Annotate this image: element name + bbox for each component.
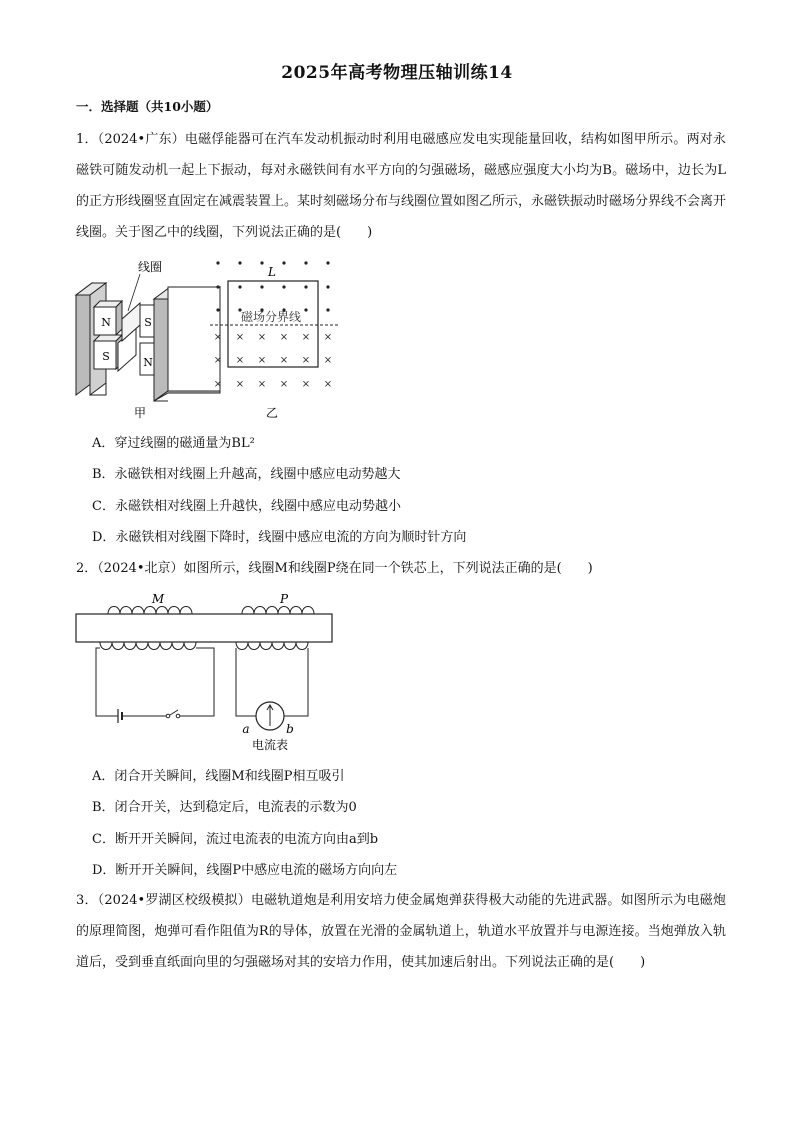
question-2-text: 2．（2024•北京）如图所示，线圈M和线圈P绕在同一个铁芯上，下列说法正确的是( ) (76, 561, 593, 576)
svg-text:×: × (323, 379, 333, 390)
coil-p-label: P (279, 592, 289, 606)
question-1-figure (70, 255, 350, 425)
svg-text:×: × (213, 355, 223, 366)
boundary-label: 磁场分界线 (240, 310, 302, 324)
svg-text:×: × (323, 355, 333, 366)
svg-text:×: × (323, 332, 333, 343)
svg-text:×: × (257, 379, 267, 390)
side-length-label: L (268, 265, 276, 279)
question-1-option-d: D．永磁铁相对线圈下降时，线圈中感应电流的方向为顺时针方向 (92, 530, 467, 545)
svg-text:×: × (279, 355, 289, 366)
question-1-text: 1．（2024•广东）电磁俘能器可在汽车发动机振动时利用电磁感应发电实现能量回收，结构如图甲所示。两对永磁铁可随发动机一起上下振动，每对永磁铁间有水平方向的匀强磁场，磁感应强度大小均为B。磁场中，边长为L的正方形线圈竖直固定在减震装置上。某时刻磁场分布与线圈位置如图乙所示，永磁铁振动时磁场分界线不会离开线圈。关于图乙中的线圈，下列说法正确的是( ) (76, 132, 727, 240)
svg-text:×: × (301, 379, 311, 390)
question-1-option-a: A．穿过线圈的磁通量为BL² (92, 436, 255, 451)
section-heading: 一．选择题（共10小题） (76, 99, 219, 114)
question-2-option-a: A．闭合开关瞬间，线圈M和线圈P相互吸引 (92, 769, 345, 784)
terminal-b-label: b (286, 722, 294, 736)
svg-text:×: × (213, 332, 223, 343)
page-title: 2025年高考物理压轴训练14 (281, 63, 513, 83)
magnet-n-top: N (101, 316, 111, 329)
question-2-option-b: B．闭合开关，达到稳定后，电流表的示数为0 (92, 800, 357, 815)
terminal-a-label: a (242, 722, 250, 736)
question-1-option-b: B．永磁铁相对线圈上升越高，线圈中感应电动势越大 (92, 467, 401, 482)
caption-yi: 乙 (265, 406, 279, 420)
svg-text:×: × (213, 379, 223, 390)
magnet-s-bottom: S (102, 350, 110, 363)
svg-text:×: × (235, 379, 245, 390)
coil-m-label: M (151, 592, 165, 606)
svg-text:×: × (301, 355, 311, 366)
ammeter (256, 702, 284, 730)
svg-text:×: × (257, 332, 267, 343)
magnet-assembly-right (140, 287, 223, 401)
ammeter-caption: 电流表 (251, 738, 289, 752)
question-2-figure (74, 590, 336, 756)
question-2-option-d: D．断开开关瞬间，线圈P中感应电流的磁场方向向左 (92, 863, 398, 878)
question-3-text: 3．（2024•罗湖区校级模拟）电磁轨道炮是利用安培力使金属炮弹获得极大动能的先进武器。如图所示为电磁炮的原理简图，炮弹可看作阻值为R的导体，放置在光滑的金属轨道上，轨道水平放置并与电源连接。当炮弹放入轨道后，受到垂直纸面向里的匀强磁场对其的安培力作用，使其加速后射出。下列说法正确的是( ) (76, 893, 726, 970)
magnet-s-top: S (144, 316, 152, 329)
svg-text:×: × (279, 379, 289, 390)
question-2-option-c: C．断开开关瞬间，流过电流表的电流方向由a到b (92, 832, 379, 847)
caption-jia: 甲 (133, 406, 147, 420)
coil-label: 线圈 (138, 260, 163, 274)
magnet-assembly-left (76, 283, 122, 395)
svg-text:×: × (301, 332, 311, 343)
magnet-n-bottom: N (143, 356, 153, 369)
svg-text:×: × (235, 332, 245, 343)
question-1-option-c: C．永磁铁相对线圈上升越快，线圈中感应电动势越小 (92, 499, 401, 514)
field-crosses (214, 332, 332, 390)
svg-text:×: × (235, 355, 245, 366)
battery-and-switch (118, 709, 180, 723)
svg-text:×: × (279, 332, 289, 343)
iron-core (76, 614, 332, 642)
svg-text:×: × (257, 355, 267, 366)
